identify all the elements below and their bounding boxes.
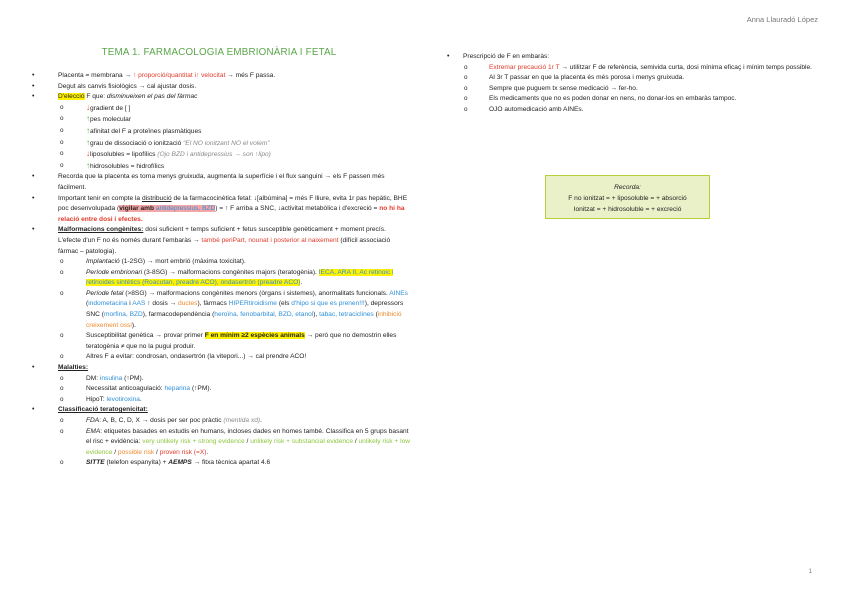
main-list (28, 71, 410, 469)
eleccio-item: o ↓gradient de [ ] (28, 103, 410, 115)
classificacio-item: o EMA: etiquetes basades en estudis en humans, incloses dades en homes també. Classifica en 5 grups basant el risc + evidència: very unlikely risk + strong evidence / unlikely risk + substancial evidence / unlikely risk + low evidence / possible risk / proven risk (=X). (28, 427, 410, 459)
prescripcio-list (447, 52, 822, 116)
list-item-placenta: • Placenta = membrana → ↑ proporció/quantitat i↑ velocitat → més F passa. (28, 71, 410, 82)
list-item-classificacio: • Classificació teratogenicitat: (28, 405, 410, 416)
classificacio-item: o SITTE (telefon espanyita) + AEMPS → fitxa tècnica apartat 4.6 (28, 458, 410, 469)
malformacio-item: o Susceptibilitat genètica → provar primer F en mínim ≥2 espècies animals → però que no demostrin elles teratogènia ≠ que no la pugui produir. (28, 331, 410, 352)
malformacio-item: o Implantació (1-2SG) → mort embrió (màxima toxicitat). (28, 257, 410, 268)
author-header: Anna Llauradó López (746, 15, 818, 24)
recorda-line: F no ionitzat = + liposoluble = + absorció (568, 195, 687, 202)
classificacio-item: o FDA: A, B, C, D, X → dosis per ser poc pràctic (mentida xd). (28, 416, 410, 427)
list-item-malalties: • Malalties: (28, 363, 410, 374)
list-item-prescripcio: • Prescripció de F en embaràs: (447, 52, 822, 63)
list-item-recorda-placenta: • Recorda que la placenta es torna menys gruixuda, augmenta la superfície i el flux sanguini → els F passen més fàcilment. (28, 172, 410, 193)
malaltia-item: o Necessitat anticoagulació: heparina (↑PM). (28, 384, 410, 395)
prescripcio-item: o Els medicaments que no es poden donar en nens, no donar-los en embaràs tampoc. (447, 94, 822, 105)
malaltia-item: o DM: insulina (↑PM). (28, 374, 410, 385)
eleccio-item: o ↑hidrosolubles = hidrofílics (28, 161, 410, 173)
eleccio-item: o ↑pes molecular (28, 114, 410, 126)
eleccio-item: o ↓liposolubles = lipofílics (Ojo BZD i antidepressius → son ↑lipo) (28, 149, 410, 161)
malformacio-item: o Període fetal (>8SG) → malformacions congènites menors (òrgans i sistemes), anormalitats funcionals. AINEs (indometacina i AAS ↑ dosis → ductes), fàrmacs HIPERtiroidisme (els d'hipo si que es prenen!!!), depressors SNC (morfina, BZD), farmacodependència (heroïna, fenobarbital, BZD, etanol), tabac, tetraciclines (inhibició creixement ossi). (28, 289, 410, 331)
malformacio-item: o Altres F a evitar: condrosan, ondasertrón (la vitepori...) → cal prendre ACO! (28, 352, 410, 363)
recorda-title: Recorda: (614, 184, 641, 191)
eleccio-item: o ↑afinitat del F a proteïnes plasmàtiques (28, 126, 410, 138)
recorda-line: Ionitzat = + hidrosoluble = + excreció (573, 206, 682, 213)
page-number: 1 (808, 569, 812, 575)
prescripcio-item: o Extremar precaució 1r T → utilitzar F de referència, semivida curta, dosi mínima eficaç i mínim temps possible. (447, 63, 822, 74)
list-item-malformacions: • Malformacions congènites: dosi suficient + temps suficient + fetus susceptible genèticament + moment precís. L'efecte d'un F no és només durant l'embaràs → també periPart, nounat i posterior al naixement (difícil associació fàrmac – patologia). (28, 225, 410, 257)
prescripcio-item: o Sempre que puguem tx sense medicació → fer-ho. (447, 84, 822, 95)
recorda-box (545, 175, 710, 219)
right-column (447, 52, 822, 116)
page-title: TEMA 1. FARMACOLOGIA EMBRIONÀRIA I FETAL (101, 47, 337, 58)
list-item-eleccio: • D'elecció F que: disminueixen el pas del fàrmac (28, 92, 410, 103)
list-item-degut: • Degut als canvis fisiològics → cal ajustar dosis. (28, 82, 410, 93)
list-item-important: • Important tenir en compte la distribució de la farmacocinètica fetal: ↓[albúmina] = més F lliure, evita 1r pas hepàtic, BHE poc desenvolupada (vigilar amb antidepressius, BZD) = ↑ F arriba a SNC, ↓activitat metabòlica i d'excreció = no hi ha relació entre dosi i efectes. (28, 194, 410, 226)
eleccio-item: o ↑grau de dissociació o ionització “El NO ionitzant NO el volem” (28, 138, 410, 150)
left-column (28, 48, 410, 469)
malaltia-item: o HipoT: levotiroxina. (28, 395, 410, 406)
prescripcio-item: o Al 3r T passar en que la placenta és més porosa i menys gruixuda. (447, 73, 822, 84)
prescripcio-item: o OJO automedicació amb AINEs. (447, 105, 822, 116)
malformacio-item: o Període embrionari (3-8SG) → malformacions congènites majors (teratogènia). IECA, ARA II, Ac retinoic i retinoides sintètics (Roacutan, preadre ACO), ondasertrón (preadre ACO). (28, 268, 410, 289)
